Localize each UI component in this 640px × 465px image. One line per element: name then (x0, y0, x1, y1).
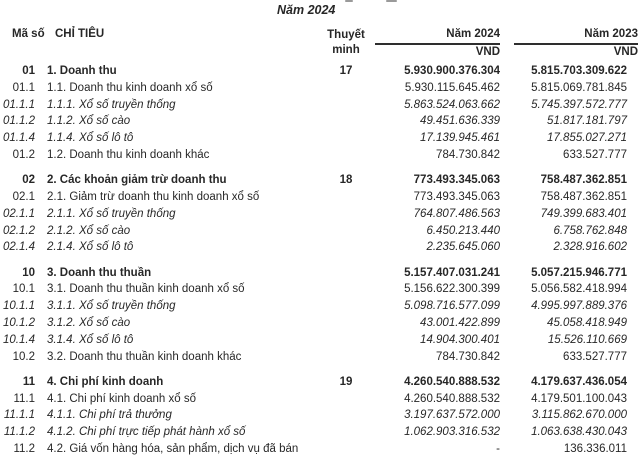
row-value-2023: 45.058.418.949 (547, 316, 627, 329)
row-value-2023: 4.179.637.436.054 (531, 375, 627, 388)
table-row (0, 239, 640, 256)
table-row (0, 63, 640, 80)
row-value-2023: 136.336.011 (563, 442, 627, 455)
row-note-ref (326, 265, 366, 282)
table-row (0, 374, 640, 391)
page-title: Năm 2024 (277, 3, 336, 17)
row-note-ref (326, 315, 366, 332)
row-code: 02.1.4 (3, 241, 35, 254)
row-value-2023: 758.487.362.851 (540, 174, 627, 187)
table-row (0, 332, 640, 349)
row-label: 2.1. Giảm trừ doanh thu kinh doanh xổ số (47, 190, 260, 203)
row-note-ref: 19 (339, 375, 353, 388)
row-value-2023: 5.056.582.418.994 (531, 283, 627, 296)
row-note-ref (326, 298, 366, 315)
row-note-ref (326, 113, 366, 130)
row-note-ref (326, 189, 366, 206)
row-label: 2.1.1. Xổ số truyền thống (47, 207, 176, 220)
row-code: 01.1.4 (3, 132, 35, 145)
table-row (0, 281, 640, 298)
table-row (0, 391, 640, 408)
row-value-2024: - (496, 442, 500, 455)
row-value-2024: 5.157.407.031.241 (404, 266, 500, 279)
row-code: 10.1.1 (3, 300, 35, 313)
row-value-2023: 633.527.777 (563, 350, 627, 363)
row-code: 01.2 (12, 148, 35, 161)
row-code: 01.1.1 (3, 98, 35, 111)
row-code: 02.1.1 (3, 207, 35, 220)
year-2023-currency: VND (613, 46, 638, 58)
row-code: 01.1 (12, 81, 35, 94)
row-value-2024: 784.730.842 (436, 350, 500, 363)
table-body (0, 63, 640, 458)
row-value-2023: 3.115.862.670.000 (531, 409, 627, 422)
table-row (0, 298, 640, 315)
row-note-ref: 18 (339, 174, 353, 187)
table-row (0, 424, 640, 441)
column-header-year-2023 (506, 28, 640, 60)
row-label: 1.1.1. Xổ số truyền thống (47, 98, 176, 111)
column-header-year-2024 (366, 28, 506, 60)
row-value-2024: 5.098.716.577.099 (404, 300, 500, 313)
row-value-2023: 5.057.215.946.771 (531, 266, 627, 279)
row-value-2024: 4.260.540.888.532 (404, 375, 500, 388)
row-value-2023: 758.487.362.851 (540, 190, 627, 203)
row-value-2024: 6.450.213.440 (426, 224, 500, 237)
year-2024-currency: VND (475, 46, 500, 58)
row-note-ref (326, 130, 366, 147)
row-label: 1. Doanh thu (47, 65, 117, 77)
row-value-2024: 784.730.842 (436, 148, 500, 161)
row-note-ref (326, 281, 366, 298)
row-label: 4.1.2. Chi phí trực tiếp phát hành xổ số (47, 426, 246, 439)
year-2024-label: Năm 2024 (375, 28, 500, 45)
row-label: 1.1. Doanh thu kinh doanh xổ số (47, 81, 213, 94)
row-note-ref (326, 407, 366, 424)
row-label: 4.1.1. Chi phí trả thưởng (47, 409, 172, 422)
row-note-ref (326, 223, 366, 240)
row-note-ref (326, 239, 366, 256)
row-value-2024: 5.930.115.645.462 (404, 81, 500, 94)
row-value-2023: 1.063.638.430.043 (531, 426, 627, 439)
row-value-2024: 14.904.300.401 (420, 333, 500, 346)
row-note-ref (326, 147, 366, 164)
row-note-ref (326, 424, 366, 441)
row-value-2023: 6.758.762.848 (553, 224, 627, 237)
table-row (0, 113, 640, 130)
row-code: 10.2 (12, 350, 35, 363)
row-code: 01.1.2 (3, 115, 35, 128)
table-row (0, 130, 640, 147)
column-header-code: Mã số (12, 28, 45, 40)
row-label: 3. Doanh thu thuần (47, 266, 152, 279)
column-header-notes-line1: Thuyết (327, 29, 365, 41)
row-value-2024: 2.235.645.060 (426, 241, 500, 254)
table-row (0, 265, 640, 282)
row-code: 10.1 (12, 283, 35, 296)
cropped-text-artifact (345, 0, 353, 2)
cropped-text-artifact (386, 0, 397, 2)
row-label: 3.1. Doanh thu thuần kinh doanh xổ số (47, 283, 245, 296)
row-note-ref (326, 391, 366, 408)
row-value-2023: 4.179.501.100.043 (531, 392, 627, 405)
row-label: 2.1.4. Xổ số lô tô (47, 241, 134, 254)
table-row (0, 441, 640, 458)
row-label: 1.2. Doanh thu kinh doanh khác (47, 148, 210, 161)
row-code: 11.1 (13, 392, 35, 405)
row-value-2023: 15.526.110.669 (547, 333, 627, 346)
row-note-ref (326, 80, 366, 97)
row-value-2024: 5.930.900.376.304 (404, 65, 500, 77)
row-code: 10 (22, 266, 35, 279)
table-row (0, 97, 640, 114)
table-row (0, 80, 640, 97)
table-row (0, 206, 640, 223)
row-value-2024: 49.451.636.339 (420, 115, 500, 128)
row-code: 02.1.2 (3, 224, 35, 237)
row-value-2024: 773.493.345.063 (413, 190, 500, 203)
row-label: 3.1.1. Xổ số truyền thống (47, 300, 176, 313)
row-label: 3.1.2. Xổ số cào (47, 316, 131, 329)
row-code: 10.1.4 (3, 333, 35, 346)
table-row (0, 315, 640, 332)
table-row (0, 349, 640, 366)
row-code: 11.1.2 (3, 426, 35, 439)
row-label: 4. Chi phí kinh doanh (47, 375, 164, 388)
row-value-2024: 773.493.345.063 (413, 174, 500, 187)
row-value-2024: 5.863.524.063.662 (404, 98, 500, 111)
row-value-2023: 749.399.683.401 (540, 207, 627, 220)
row-note-ref: 17 (339, 65, 353, 77)
column-header-notes (326, 28, 366, 58)
row-code: 10.1.2 (3, 316, 35, 329)
row-label: 4.1. Chi phí kinh doanh xổ số (47, 392, 196, 405)
row-label: 2. Các khoản giảm trừ doanh thu (47, 174, 227, 187)
row-value-2023: 2.328.916.602 (553, 241, 627, 254)
row-code: 11.1.1 (3, 409, 35, 422)
row-label: 3.1.4. Xổ số lô tô (47, 333, 134, 346)
row-value-2023: 51.817.181.797 (547, 115, 627, 128)
row-value-2024: 3.197.637.572.000 (404, 409, 500, 422)
table-row (0, 223, 640, 240)
year-2023-label: Năm 2023 (514, 28, 638, 45)
row-value-2024: 5.156.622.300.399 (404, 283, 500, 296)
row-value-2023: 5.815.703.309.622 (531, 65, 627, 77)
row-code: 02 (22, 174, 35, 187)
table-row (0, 172, 640, 189)
row-value-2024: 4.260.540.888.532 (404, 392, 500, 405)
row-value-2024: 764.807.486.563 (413, 207, 500, 220)
row-value-2023: 4.995.997.889.376 (531, 300, 627, 313)
row-label: 1.1.4. Xổ số lô tô (47, 132, 134, 145)
table-row (0, 147, 640, 164)
row-code: 11.2 (13, 442, 35, 455)
row-value-2023: 5.745.397.572.777 (531, 98, 627, 111)
row-value-2024: 17.139.945.461 (420, 132, 500, 145)
table-header (0, 26, 640, 62)
row-code: 11 (22, 375, 35, 388)
row-note-ref (326, 97, 366, 114)
table-row (0, 407, 640, 424)
row-value-2024: 43.001.422.899 (420, 316, 500, 329)
row-note-ref (326, 349, 366, 366)
column-header-items: CHỈ TIÊU (55, 28, 105, 40)
row-label: 2.1.2. Xổ số cào (47, 224, 131, 237)
row-value-2023: 633.527.777 (563, 148, 627, 161)
row-label: 1.1.2. Xổ số cào (47, 115, 131, 128)
row-value-2023: 17.855.027.271 (547, 132, 627, 145)
row-code: 02.1 (12, 190, 35, 203)
row-note-ref (326, 441, 366, 458)
row-label: 3.2. Doanh thu thuần kinh doanh khác (47, 350, 242, 363)
row-code: 01 (22, 65, 35, 77)
row-note-ref (326, 206, 366, 223)
table-row (0, 189, 640, 206)
row-label: 4.2. Giá vốn hàng hóa, sản phẩm, dịch vụ đã bán (47, 442, 299, 455)
row-value-2023: 5.815.069.781.845 (531, 81, 627, 94)
row-value-2024: 1.062.903.316.532 (404, 426, 500, 439)
column-header-notes-line2: minh (332, 44, 360, 56)
row-note-ref (326, 332, 366, 349)
